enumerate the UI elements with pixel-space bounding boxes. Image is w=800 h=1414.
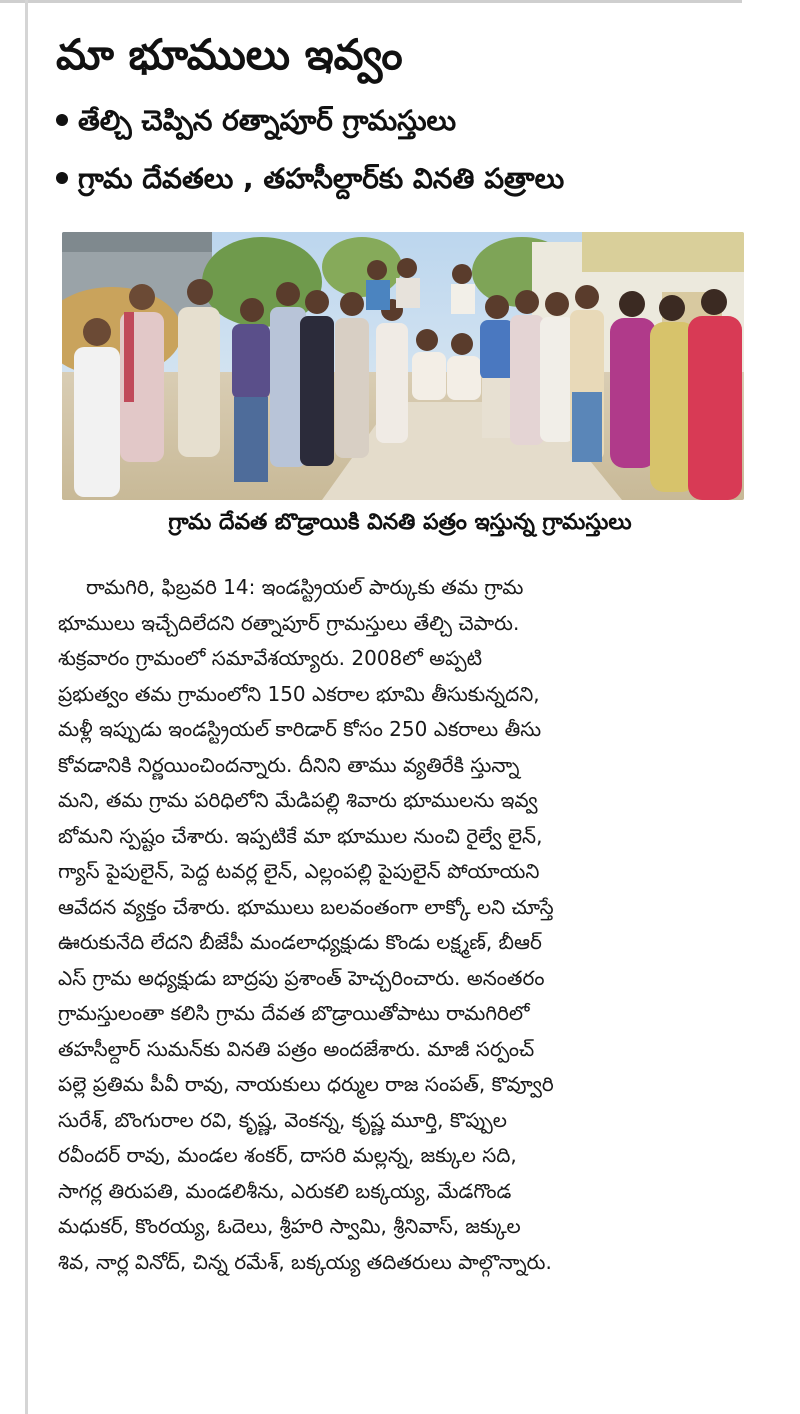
article-line: కోవడానికి నిర్ణయించిందన్నారు. దీనిని తాము వ్యతిరేకి స్తున్నా (58, 752, 520, 777)
article-line: తహసీల్దార్ సుమన్‌కు వినతి పత్రం అందజేశారు. మాజీ సర్పంచ్ (58, 1036, 535, 1061)
group-photo-illustration (62, 232, 744, 500)
subhead-1 (56, 104, 456, 138)
article-line: ప్రభుత్వం తమ గ్రామంలోని 150 ఎకరాల భూమి తీసుకున్నదని, (58, 681, 540, 706)
article-body (58, 570, 748, 1280)
article-line: రవీందర్ రావు, మండల శంకర్, దాసరి మల్లన్న, జక్కుల సది, (58, 1143, 517, 1167)
headline: మా భూములు ఇవ్వం (56, 30, 403, 79)
article-line: సురేశ్, బొంగురాల రవి, కృష్ణ, వెంకన్న, కృష్ణ మూర్తి, కొప్పుల (58, 1107, 507, 1132)
article-line: ఊరుకునేది లేదని బీజేపీ మండలాధ్యక్షుడు కొండు లక్ష్మణ్, బీఆర్ (58, 930, 542, 954)
article-line: ఎస్ గ్రామ అధ్యక్షుడు బాద్రపు ప్రశాంత్ హెచ్చరించారు. అనంతరం (58, 965, 545, 990)
article-line: శివ, నార్ల వినోద్, చిన్న రమేశ్, బక్కయ్య తదితరులు పాల్గొన్నారు. (58, 1249, 552, 1274)
article-line: పల్లె ప్రతిమ పీవీ రావు, నాయకులు ధర్ముల రాజ సంపత్, కొవ్వూరి (58, 1072, 554, 1096)
photo-caption: గ్రామ దేవత బొడ్రాయికి వినతి పత్రం ఇస్తున్న గ్రామస్తులు (168, 510, 632, 535)
group-photo (62, 232, 744, 500)
article-line: ఆవేదన వ్యక్తం చేశారు. భూములు బలవంతంగా లాక్కో లని చూస్తే (58, 894, 554, 919)
article-line: మధుకర్, కొంరయ్య, ఓదెలు, శ్రీహరి స్వామి, శ్రీనివాస్, జక్కుల (58, 1214, 521, 1238)
subhead-1-text: తేల్చి చెప్పిన రత్నాపూర్ గ్రామస్తులు (78, 104, 457, 137)
article-line: గ్యాస్ పైపులైన్, పెద్ద టవర్ల లైన్, ఎల్లంపల్లి పైపులైన్ పోయాయని (58, 859, 540, 883)
article-line: రామగిరి, ఫిబ్రవరి 14: ఇండస్ట్రియల్ పార్కుకు తమ గ్రామ (86, 575, 524, 599)
article-line: భూములు ఇచ్చేదిలేదని రత్నాపూర్ గ్రామస్తులు తేల్చి చెపారు. (58, 610, 520, 635)
bullet-icon (56, 172, 68, 184)
column-divider (25, 0, 28, 1414)
article-line: గ్రామస్తులంతా కలిసి గ్రామ దేవత బొడ్రాయితోపాటు రామగిరిలో (58, 1001, 530, 1025)
article-line: బోమని స్పష్టం చేశారు. ఇప్పటికే మా భూముల నుంచి రైల్వే లైన్, (58, 823, 543, 848)
bullet-icon (56, 114, 68, 126)
top-divider (0, 0, 742, 3)
subhead-2-text: గ్రామ దేవతలు , తహసీల్దార్‌కు వినతి పత్రాలు (78, 162, 565, 195)
article-line: శుక్రవారం గ్రామంలో సమావేశయ్యారు. 2008లో అప్పటి (58, 646, 483, 670)
article-line: మని, తమ గ్రామ పరిధిలోని మేడిపల్లి శివారు భూములను ఇవ్వ (58, 788, 538, 812)
article-line: మళ్లీ ఇప్పుడు ఇండస్ట్రియల్ కారిడార్ కోసం 250 ఎకరాలు తీసు (58, 717, 542, 741)
subhead-2 (56, 162, 564, 196)
article-line: సాగర్ల తిరుపతి, మండలిశీను, ఎరుకలి బక్కయ్య, మేడగొండ (58, 1178, 512, 1203)
